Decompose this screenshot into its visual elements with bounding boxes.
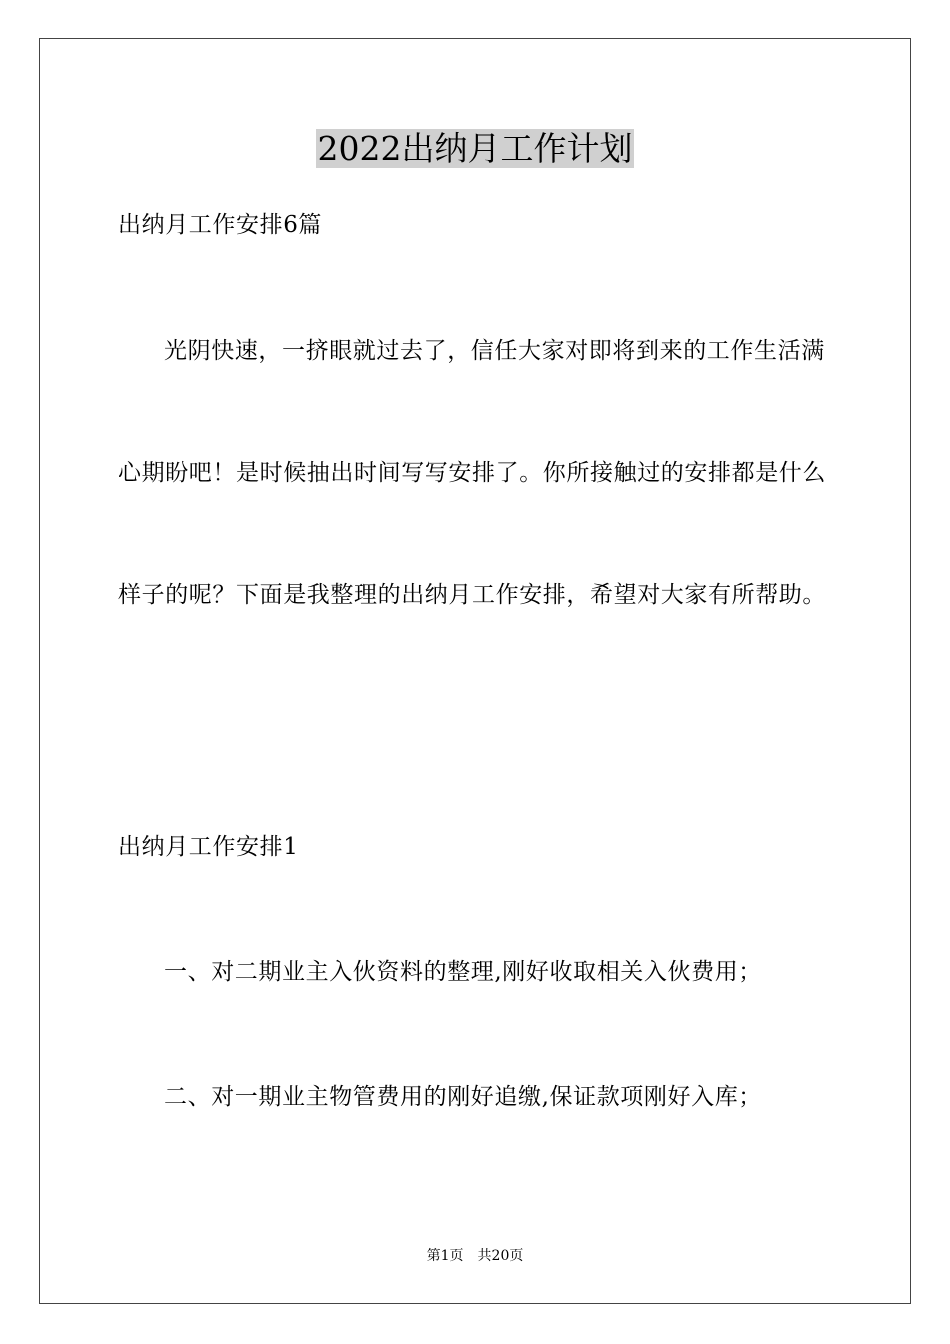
list-item-2: 二、对一期业主物管费用的刚好追缴,保证款项刚好入库； [164,1084,762,1110]
document-subtitle: 出纳月工作安排6篇 [118,212,323,238]
page-footer [0,1246,950,1266]
list-item-1: 一、对二期业主入伙资料的整理,刚好收取相关入伙费用； [164,959,762,985]
intro-line-3: 样子的呢？下面是我整理的出纳月工作安排，希望对大家有所帮助。 [118,582,826,608]
document-title-text: 2022出纳月工作计划 [317,129,633,168]
page-total: 共20页 [477,1248,524,1264]
page-number: 第1页 [426,1248,464,1264]
document-title [0,126,950,172]
intro-line-2: 心期盼吧！是时候抽出时间写写安排了。你所接触过的安排都是什么 [118,460,826,486]
intro-line-1: 光阴快速，一挤眼就过去了，信任大家对即将到来的工作生活满 [164,338,825,364]
section-heading: 出纳月工作安排1 [118,834,299,860]
